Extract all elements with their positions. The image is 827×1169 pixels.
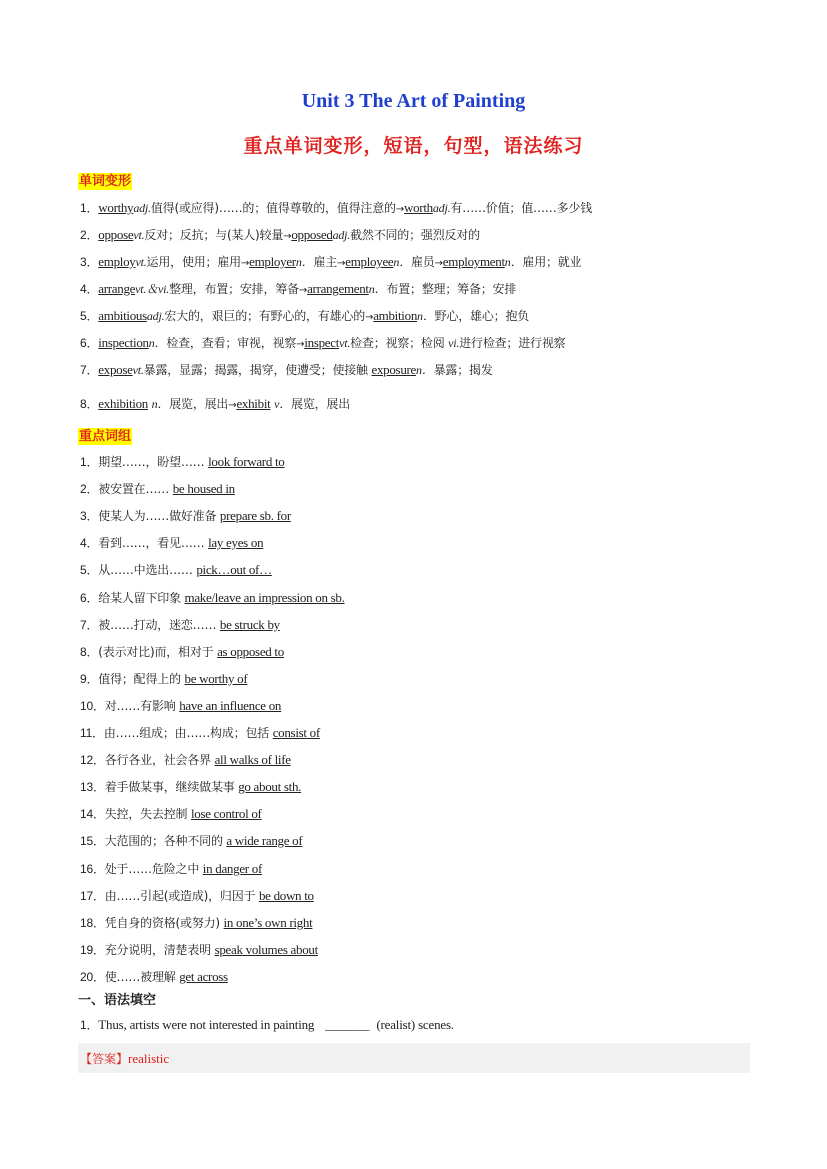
phrase-meaning: 对……有影响 (104, 699, 176, 713)
word-form-row: 5．ambitiousadj.宏大的，艰巨的；有野心的，有雄心的→ambitionn．野心，雄心；抱负 (80, 308, 530, 323)
arrow-icon: → (337, 258, 346, 269)
phrase-meaning: 值得；配得上的 (98, 672, 181, 686)
phrase-meaning: 看到……，看见…… (98, 536, 205, 550)
section-heading-phrases: 重点词组 (79, 429, 132, 444)
phrase-row (80, 969, 228, 985)
arrow-icon: → (296, 339, 305, 350)
phrase-number: 19． (80, 943, 105, 957)
phrase-meaning: 处于……危险之中 (104, 862, 200, 876)
phrase-english: in one’s own right (223, 915, 313, 930)
phrase-english: a wide range of (226, 833, 303, 848)
phrase-meaning: 期望……，盼望…… (98, 455, 205, 469)
phrase-number: 10． (80, 699, 105, 713)
phrase-english: prepare sb. for (219, 508, 291, 523)
phrase-number: 11． (80, 726, 104, 740)
answer-box (78, 1043, 750, 1073)
grammar-question: 1．Thus, artists were not interested in painting _______ (realist) scenes. (80, 1017, 454, 1032)
phrase-english: lose control of (190, 806, 262, 821)
phrase-row (80, 562, 272, 578)
phrase-row (80, 454, 284, 470)
phrase-row (80, 752, 291, 768)
phrase-number: 18． (80, 916, 105, 930)
phrase-row (80, 698, 281, 714)
phrase-meaning: 由……引起(或造成)，归因于 (104, 889, 256, 903)
section-heading-grammar: 一、语法填空 (78, 993, 157, 1008)
phrase-english: be housed in (172, 481, 235, 496)
answer-label: 【答案】 (80, 1052, 129, 1066)
phrase-row (80, 590, 345, 606)
word-form-row: 3．employvt.运用，使用；雇用→employern．雇主→employeen．雇员→employmentn．雇用；就业 (80, 254, 582, 269)
phrase-number: 15． (80, 834, 105, 848)
word-form-row: 1．worthyadj.值得(或应得)……的；值得尊敬的，值得注意的→worthadj.有……价值；值……多少钱 (80, 200, 593, 215)
phrase-number: 3． (80, 509, 99, 523)
arrow-icon: → (434, 258, 443, 269)
phrase-row (80, 725, 320, 741)
document-title: Unit 3 The Art of Painting (301, 90, 526, 112)
phrase-meaning: 使……被理解 (104, 970, 176, 984)
phrase-meaning: 从……中选出…… (98, 563, 193, 577)
phrase-meaning: 着手做某事，继续做某事 (104, 780, 235, 794)
phrase-row (80, 508, 291, 524)
phrase-row (80, 915, 312, 931)
arrow-icon: → (228, 400, 237, 411)
phrase-row (80, 779, 301, 795)
phrase-english: as opposed to (217, 644, 284, 659)
phrase-number: 16． (80, 862, 105, 876)
phrase-english: be worthy of (184, 671, 248, 686)
phrase-number: 1． (80, 455, 99, 469)
phrase-meaning: 由……组成；由……构成；包括 (103, 726, 270, 740)
phrase-meaning: 充分说明，清楚表明 (104, 943, 211, 957)
arrow-icon: → (395, 204, 405, 215)
phrase-number: 6． (80, 591, 99, 605)
word-form-row: 4．arrangevt.＆vi.整理，布置；安排，筹备→arrangementn．布置；整理；筹备；安排 (80, 281, 517, 296)
phrase-meaning: 被……打动，迷恋…… (98, 618, 217, 632)
phrase-row (80, 671, 247, 687)
phrase-row (80, 644, 284, 660)
section-heading-words: 单词变形 (79, 174, 132, 189)
word-form-row: 7．exposevt.暴露，显露；揭露，揭穿，使遭受；使接触 exposuren．暴露；揭发 (80, 362, 493, 377)
phrase-number: 13． (80, 780, 105, 794)
phrase-meaning: 被安置在…… (98, 482, 170, 496)
word-form-row: 2．opposevt.反对；反抗；与(某人)较量→opposedadj.截然不同的；强烈反对的 (80, 227, 480, 242)
phrase-english: be down to (258, 888, 314, 903)
phrase-english: consist of (272, 725, 320, 740)
document-subtitle: 重点单词变形，短语，句型，语法练习 (243, 135, 584, 157)
phrase-english: have an influence on (179, 698, 282, 713)
phrase-meaning: 大范围的；各种不同的 (104, 834, 223, 848)
phrase-row (80, 942, 318, 958)
phrase-meaning: 各行各业，社会各界 (104, 753, 211, 767)
phrase-number: 9． (80, 672, 99, 686)
phrase-row (80, 861, 262, 877)
phrase-english: be struck by (219, 617, 280, 632)
arrow-icon: → (365, 312, 374, 323)
word-form-row: 8．exhibition n．展览，展出→exhibit v．展览，展出 (80, 396, 351, 411)
phrase-meaning: (表示对比)而，相对于 (98, 645, 214, 659)
phrase-number: 12． (80, 753, 105, 767)
phrase-meaning: 给某人留下印象 (98, 591, 181, 605)
phrase-english: speak volumes about (214, 942, 318, 957)
phrase-number: 7． (80, 618, 99, 632)
phrase-number: 14． (80, 807, 105, 821)
phrase-row (80, 535, 263, 551)
phrase-row (80, 888, 314, 904)
arrow-icon: → (298, 285, 308, 296)
phrase-number: 17． (80, 889, 105, 903)
phrase-english: look forward to (208, 454, 285, 469)
phrase-meaning: 凭自身的资格(或努力) (104, 916, 220, 930)
phrase-english: all walks of life (214, 752, 291, 767)
arrow-icon: → (283, 231, 292, 242)
answer-text: realistic (128, 1051, 170, 1066)
phrase-english: get across (179, 969, 228, 984)
phrase-row (80, 806, 262, 822)
phrase-english: in danger of (202, 861, 262, 876)
phrase-english: go about sth. (238, 779, 302, 794)
phrase-row (80, 617, 280, 633)
phrase-english: make/leave an impression on sb. (184, 590, 345, 605)
phrase-number: 4． (80, 536, 99, 550)
phrase-number: 8． (80, 645, 99, 659)
phrase-row (80, 833, 302, 849)
phrase-english: lay eyes on (208, 535, 264, 550)
phrase-row (80, 481, 235, 497)
phrase-meaning: 使某人为……做好准备 (98, 509, 217, 523)
phrase-english: pick…out of… (196, 562, 272, 577)
phrase-meaning: 失控，失去控制 (104, 807, 188, 821)
phrase-number: 2． (80, 482, 99, 496)
phrase-number: 20． (80, 970, 105, 984)
arrow-icon: → (240, 258, 250, 269)
answer-row (80, 1050, 169, 1067)
word-form-row: 6．inspectionn．检查，查看；审视，视察→inspectvt.检查；视察；检阅 vi.进行检查；进行视察 (80, 335, 566, 350)
phrase-number: 5． (80, 563, 99, 577)
